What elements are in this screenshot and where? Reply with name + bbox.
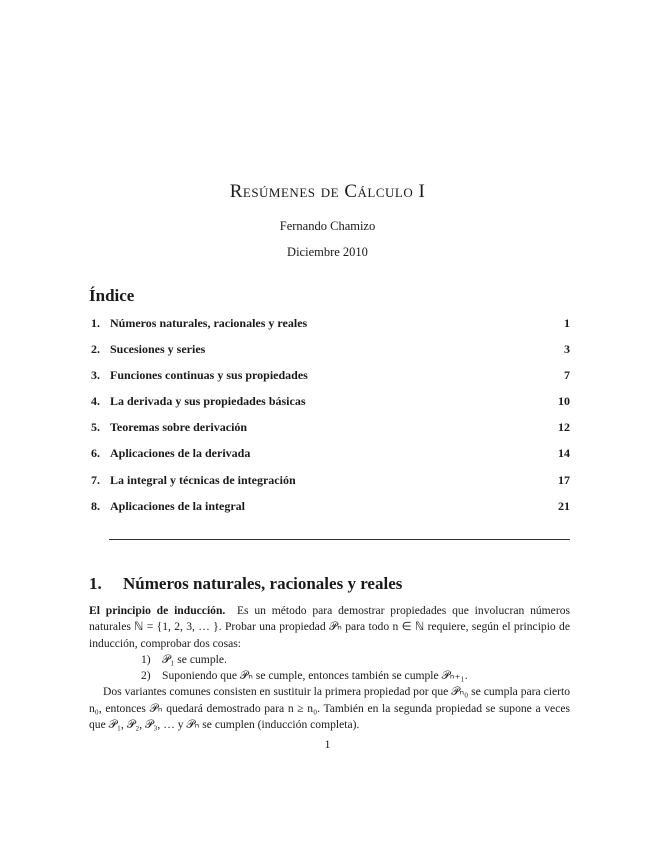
toc-entry-page: 10: [558, 394, 570, 409]
toc-entry-label: La derivada y sus propiedades básicas: [110, 394, 306, 409]
list-item-text: Suponiendo que 𝒫ₙ se cumple, entonces también se cumple 𝒫ₙ₊₁.: [162, 669, 468, 683]
toc-entry-number: 8.: [91, 498, 100, 513]
list-item-text: 𝒫₁ se cumple.: [162, 652, 227, 666]
toc-entry-page: 14: [558, 446, 570, 461]
toc-entry-page: 17: [558, 472, 570, 487]
document-title: Resúmenes de Cálculo I: [229, 181, 426, 202]
section-title: Números naturales, racionales y reales: [123, 574, 403, 593]
horizontal-divider: [109, 539, 570, 540]
toc-entry-number: 4.: [91, 394, 100, 409]
author: Fernando Chamizo: [279, 219, 376, 233]
toc-entry[interactable]: [89, 473, 570, 499]
toc-entry[interactable]: [89, 499, 570, 525]
toc-entry-number: 7.: [91, 472, 100, 487]
toc-entry[interactable]: [89, 394, 570, 420]
table-of-contents: [89, 316, 570, 525]
toc-entry-label: La integral y técnicas de integración: [110, 472, 296, 487]
toc-entry-page: 7: [564, 368, 570, 383]
list-item: [89, 652, 570, 668]
section-heading: [89, 574, 402, 594]
section-number: 1.: [89, 574, 102, 593]
toc-entry-label: Aplicaciones de la derivada: [110, 446, 251, 461]
section-body: [89, 603, 570, 733]
date: Diciembre 2010: [287, 245, 368, 259]
toc-entry-label: Funciones continuas y sus propiedades: [110, 368, 308, 383]
paragraph: Dos variantes comunes consisten en sustituir la primera propiedad por que 𝒫ₙ₀ se cumpla para cierto n₀, entonces 𝒫ₙ quedará demostrado para n ≥ n₀. También en la segunda propiedad se supone a veces que 𝒫₁, 𝒫₂, 𝒫₃, … y 𝒫ₙ se cumplen (inducción completa).: [89, 685, 570, 732]
toc-entry-page: 3: [564, 342, 570, 357]
toc-heading: Índice: [89, 286, 135, 305]
toc-entry-number: 1.: [91, 316, 100, 330]
toc-entry-label: Aplicaciones de la integral: [110, 498, 245, 513]
toc-entry-label: Sucesiones y series: [110, 342, 206, 357]
paragraph: [89, 603, 570, 652]
toc-entry-page: 1: [564, 316, 570, 330]
toc-entry[interactable]: [89, 368, 570, 394]
list-item-number: 1): [141, 652, 151, 666]
toc-entry-label: Teoremas sobre derivación: [110, 420, 248, 435]
toc-entry-number: 6.: [91, 446, 100, 461]
toc-entry[interactable]: [89, 342, 570, 368]
toc-entry[interactable]: [89, 420, 570, 446]
toc-entry[interactable]: [89, 316, 570, 342]
toc-entry-number: 5.: [91, 420, 100, 435]
paragraph-text: Es un método para demostrar propiedades que involucran números naturales ℕ = {1, 2, 3, … }. Probar una propiedad 𝒫ₙ para todo n ∈ ℕ requiere, según el principio de inducción, comprobar dos cosas:: [89, 604, 570, 650]
toc-entry-page: 21: [558, 498, 570, 513]
page-number: 1: [324, 737, 331, 751]
runin-heading: El principio de inducción.: [89, 604, 226, 617]
toc-entry-number: 2.: [91, 342, 100, 357]
list-item-number: 2): [141, 669, 151, 683]
toc-entry[interactable]: [89, 446, 570, 472]
list-item: [89, 668, 570, 684]
toc-entry-page: 12: [558, 420, 570, 435]
toc-entry-label: Números naturales, racionales y reales: [110, 316, 308, 330]
toc-entry-number: 3.: [91, 368, 100, 383]
